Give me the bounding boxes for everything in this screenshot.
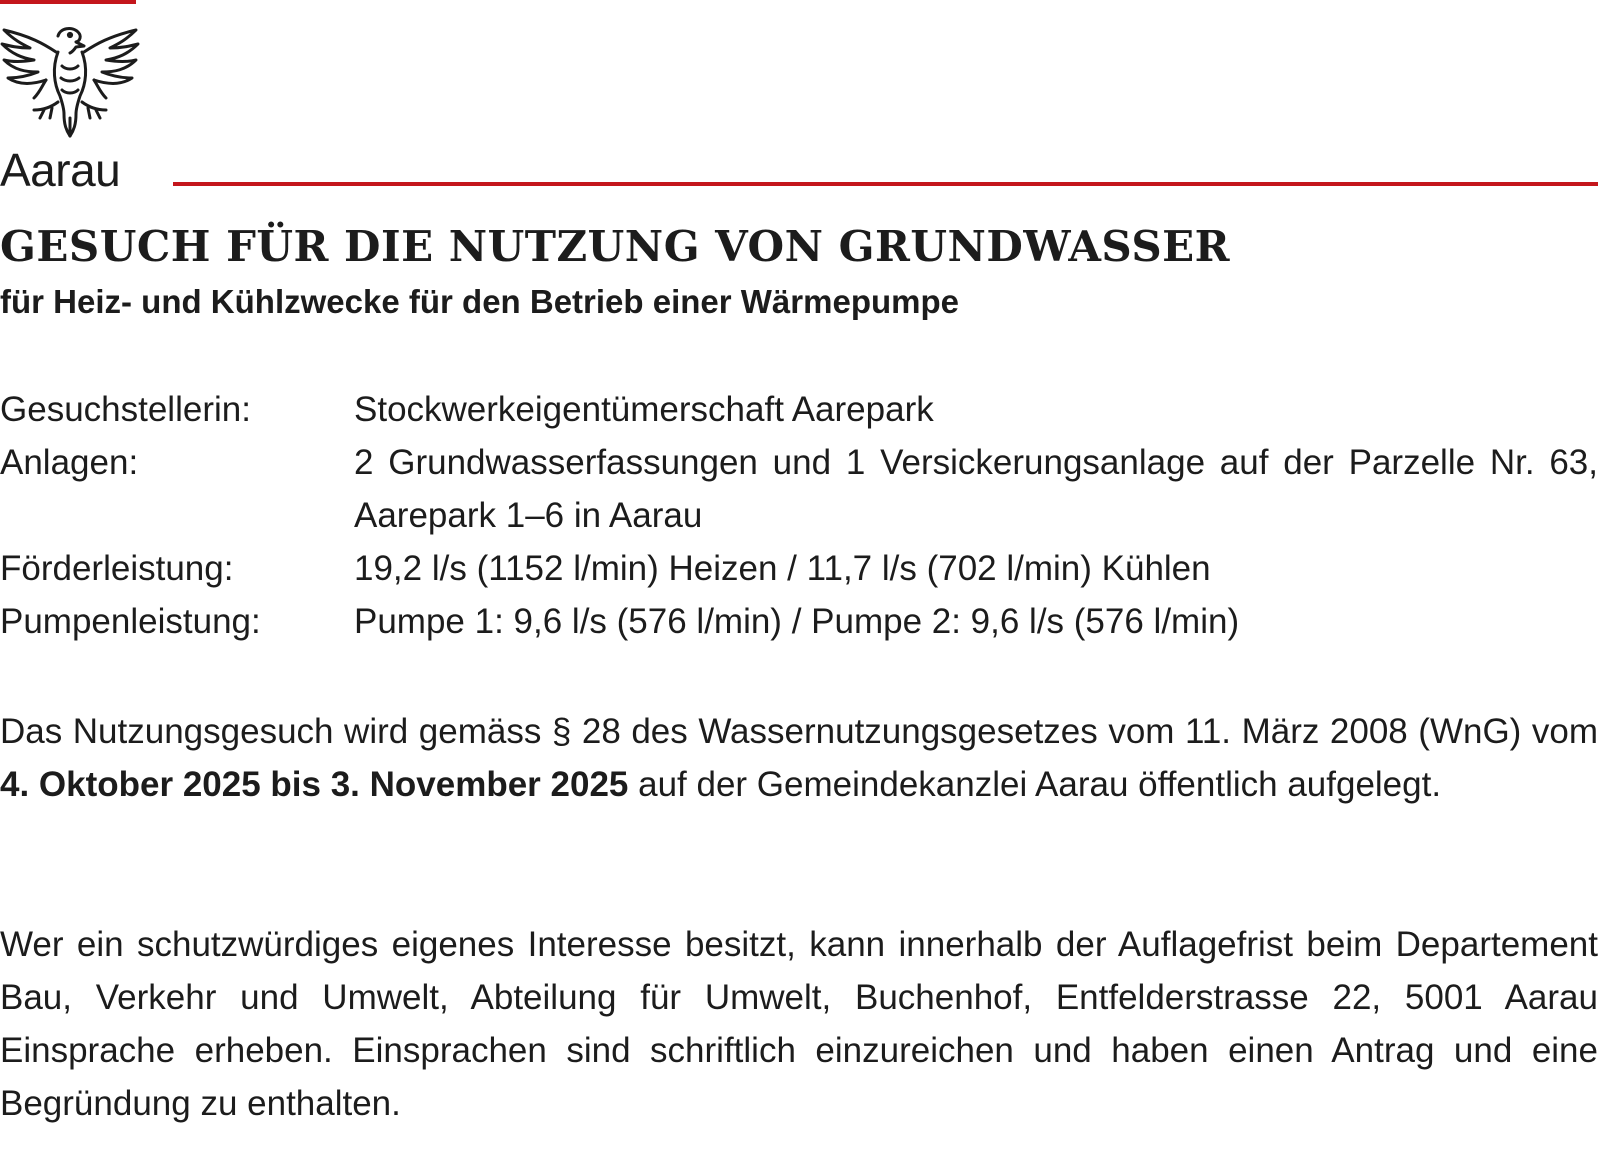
municipality-name: Aarau xyxy=(0,144,121,196)
fact-label: Gesuchstellerin: xyxy=(0,390,251,429)
fact-row-delivery-rate xyxy=(0,542,1598,595)
eagle-icon xyxy=(0,22,140,147)
notice-subtitle: für Heiz- und Kühlzwecke für den Betrieb einer Wärmepumpe xyxy=(0,283,959,320)
fact-value: Stockwerkeigentümerschaft Aarepark xyxy=(354,390,934,429)
objection-paragraph: Wer ein schutzwürdiges eigenes Interesse besitzt, kann innerhalb der Auflagefrist beim Departement Bau, Verkehr und Umwelt, Abteilung für Umwelt, Buchenhof, Entfelderstrasse 22, 5001 Aarau Einsprache erheben. Einsprachen sind schriftlich einzureichen und haben einen Antrag und eine Begründung zu enthalten. xyxy=(0,925,1598,1123)
fact-value: Pumpe 1: 9,6 l/s (576 l/min) / Pumpe 2: 9,6 l/s (576 l/min) xyxy=(354,602,1240,641)
header-divider xyxy=(173,182,1598,186)
publication-period: 4. Oktober 2025 bis 3. November 2025 xyxy=(0,765,629,804)
fact-row-facilities xyxy=(0,436,1598,542)
publication-text-after: auf der Gemeindekanzlei Aarau öffentlich aufgelegt. xyxy=(628,765,1442,804)
fact-row-applicant xyxy=(0,383,1598,436)
fact-value: 2 Grundwasserfassungen und 1 Versickerungsanlage auf der Parzelle Nr. 63, Aarepark 1–6 in Aarau xyxy=(354,443,1598,535)
fact-label: Anlagen: xyxy=(0,443,139,482)
fact-label: Förderleistung: xyxy=(0,549,234,588)
facts-list xyxy=(0,383,1598,648)
publication-text-before: Das Nutzungsgesuch wird gemäss § 28 des Wassernutzungsgesetzes vom 11. März 2008 (WnG) vom xyxy=(0,712,1598,751)
fact-label: Pumpenleistung: xyxy=(0,602,261,641)
fact-value: 19,2 l/s (1152 l/min) Heizen / 11,7 l/s (702 l/min) Kühlen xyxy=(354,549,1211,588)
publication-paragraph xyxy=(0,705,1598,811)
notice-title: GESUCH FÜR DIE NUTZUNG VON GRUNDWASSER xyxy=(0,222,1231,271)
top-accent-bar xyxy=(0,0,136,4)
fact-row-pump-output xyxy=(0,595,1598,648)
